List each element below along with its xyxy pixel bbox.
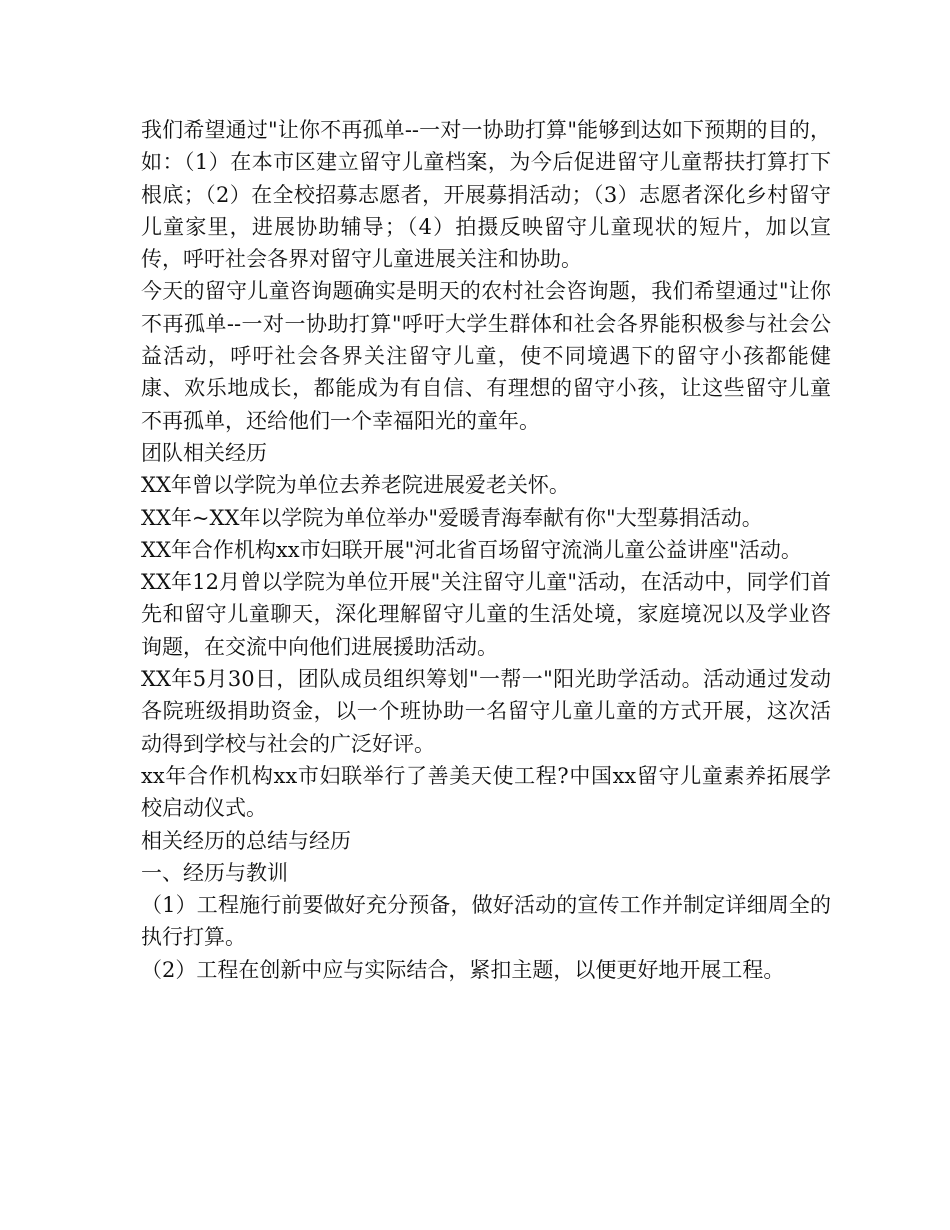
paragraph-experience-2: XX年~XX年以学院为单位举办"爱暖青海奉献有你"大型募捐活动。 xyxy=(141,505,763,530)
paragraph-experience-3: XX年合作机构xx市妇联开展"河北省百场留守流淌儿童公益讲座"活动。 xyxy=(141,537,802,562)
paragraph-significance: 今天的留守儿童咨询题确实是明天的农村社会咨询题，我们希望通过"让你不再孤单--一对一协助打算"呼吁大学生群体和社会各界能积极参与社会公益活动，呼吁社会各界关注留守儿童，使不同境遇下的留守小孩都能健康、欢乐地成长，都能成为有自信、有理想的留守小孩，让这些留守儿童不再孤单，还给他们一个幸福阳光的童年。 xyxy=(141,279,831,433)
paragraph-lesson-1: （1）工程施行前要做好充分预备，做好活动的宣传工作并制定详细周全的执行打算。 xyxy=(141,893,831,950)
paragraph-goals: 我们希望通过"让你不再孤单--一对一协助打算"能够到达如下预期的目的，如：（1）在本市区建立留守儿童档案，为今后促进留守儿童帮扶打算打下根底；（2）在全校招募志愿者，开展募捐活动；（3）志愿者深化乡村留守儿童家里，进展协助辅导；（4）拍摄反映留守儿童现状的短片，加以宣传，呼吁社会各界对留守儿童进展关注和协助。 xyxy=(141,118,831,272)
section-heading-summary: 相关经历的总结与经历 xyxy=(141,828,351,853)
paragraph-experience-6: xx年合作机构xx市妇联举行了善美天使工程?中国xx留守儿童素养拓展学校启动仪式。 xyxy=(141,763,831,821)
paragraph-experience-1: XX年曾以学院为单位去养老院进展爱老关怀。 xyxy=(141,473,570,498)
paragraph-experience-5: XX年5月30日，团队成员组织筹划"一帮一"阳光助学活动。活动通过发动各院班级捐助资金，以一个班协助一名留守儿童儿童的方式开展，这次活动得到学校与社会的广泛好评。 xyxy=(141,667,831,756)
subheading-lessons: 一、经历与教训 xyxy=(141,860,288,885)
document-body xyxy=(141,114,831,986)
section-heading-team-experience: 团队相关经历 xyxy=(141,440,267,465)
paragraph-lesson-2: （2）工程在创新中应与实际结合，紧扣主题，以便更好地开展工程。 xyxy=(141,957,785,982)
paragraph-experience-4: XX年12月曾以学院为单位开展"关注留守儿童"活动，在活动中，同学们首先和留守儿童聊天，深化理解留守儿童的生活处境，家庭境况以及学业咨询题，在交流中向他们进展援助活动。 xyxy=(141,570,831,659)
